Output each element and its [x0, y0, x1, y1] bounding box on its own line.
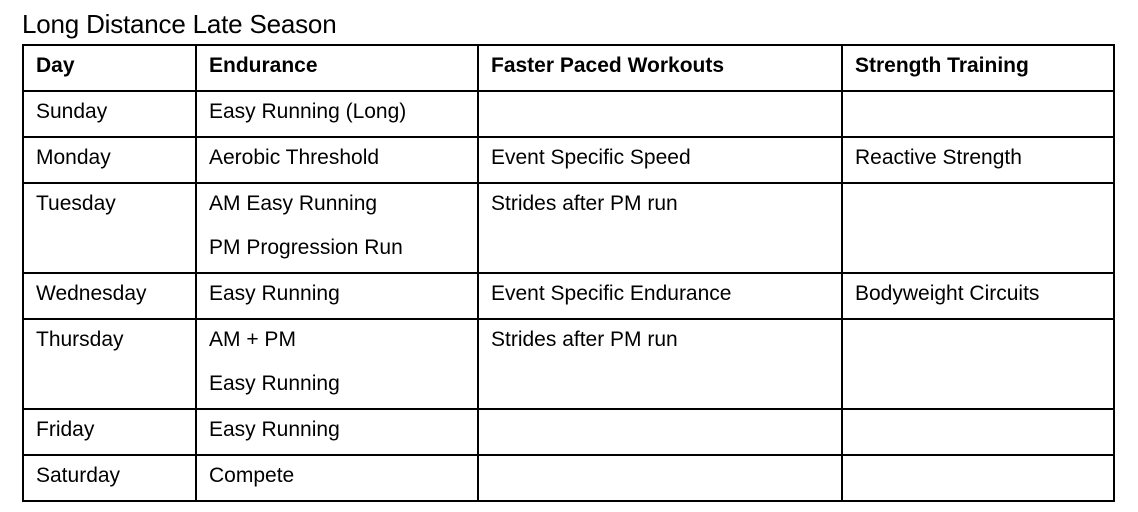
day-cell: Tuesday	[23, 183, 196, 273]
header-day: Day	[23, 45, 196, 91]
day-cell: Saturday	[23, 455, 196, 501]
table-row	[23, 273, 1114, 319]
endurance-line: AM + PM	[209, 328, 296, 351]
endurance-cell	[196, 273, 478, 319]
endurance-line: Easy Running	[209, 418, 340, 441]
day-cell: Sunday	[23, 91, 196, 137]
strength-cell	[842, 183, 1114, 273]
day-cell: Friday	[23, 409, 196, 455]
strength-cell	[842, 91, 1114, 137]
endurance-line: PM Progression Run	[209, 236, 403, 259]
table-row	[23, 409, 1114, 455]
endurance-cell	[196, 137, 478, 183]
faster-paced-cell	[478, 91, 842, 137]
table-header-row	[23, 45, 1114, 91]
endurance-line: Aerobic Threshold	[209, 146, 380, 169]
training-schedule-table	[22, 44, 1115, 502]
day-cell: Thursday	[23, 319, 196, 409]
endurance-line: Easy Running	[209, 372, 340, 395]
table-row	[23, 91, 1114, 137]
strength-cell: Bodyweight Circuits	[842, 273, 1114, 319]
faster-paced-cell: Strides after PM run	[478, 319, 842, 409]
endurance-cell	[196, 319, 478, 409]
endurance-cell	[196, 91, 478, 137]
strength-cell	[842, 455, 1114, 501]
table-row	[23, 455, 1114, 501]
faster-paced-cell	[478, 409, 842, 455]
faster-paced-cell: Strides after PM run	[478, 183, 842, 273]
endurance-line: Easy Running (Long)	[209, 100, 407, 123]
header-strength-training: Strength Training	[842, 45, 1114, 91]
endurance-cell	[196, 183, 478, 273]
table-row	[23, 319, 1114, 409]
endurance-line: Compete	[209, 464, 295, 487]
endurance-cell	[196, 409, 478, 455]
day-cell: Wednesday	[23, 273, 196, 319]
table-row	[23, 137, 1114, 183]
document-title: Long Distance Late Season	[22, 9, 337, 39]
strength-cell: Reactive Strength	[842, 137, 1114, 183]
endurance-line: AM Easy Running	[209, 192, 378, 215]
strength-cell	[842, 319, 1114, 409]
faster-paced-cell: Event Specific Endurance	[478, 273, 842, 319]
header-endurance: Endurance	[196, 45, 478, 91]
header-faster-paced-workouts: Faster Paced Workouts	[478, 45, 842, 91]
faster-paced-cell: Event Specific Speed	[478, 137, 842, 183]
table-row	[23, 183, 1114, 273]
strength-cell	[842, 409, 1114, 455]
endurance-line: Easy Running	[209, 282, 340, 305]
faster-paced-cell	[478, 455, 842, 501]
day-cell: Monday	[23, 137, 196, 183]
endurance-cell	[196, 455, 478, 501]
